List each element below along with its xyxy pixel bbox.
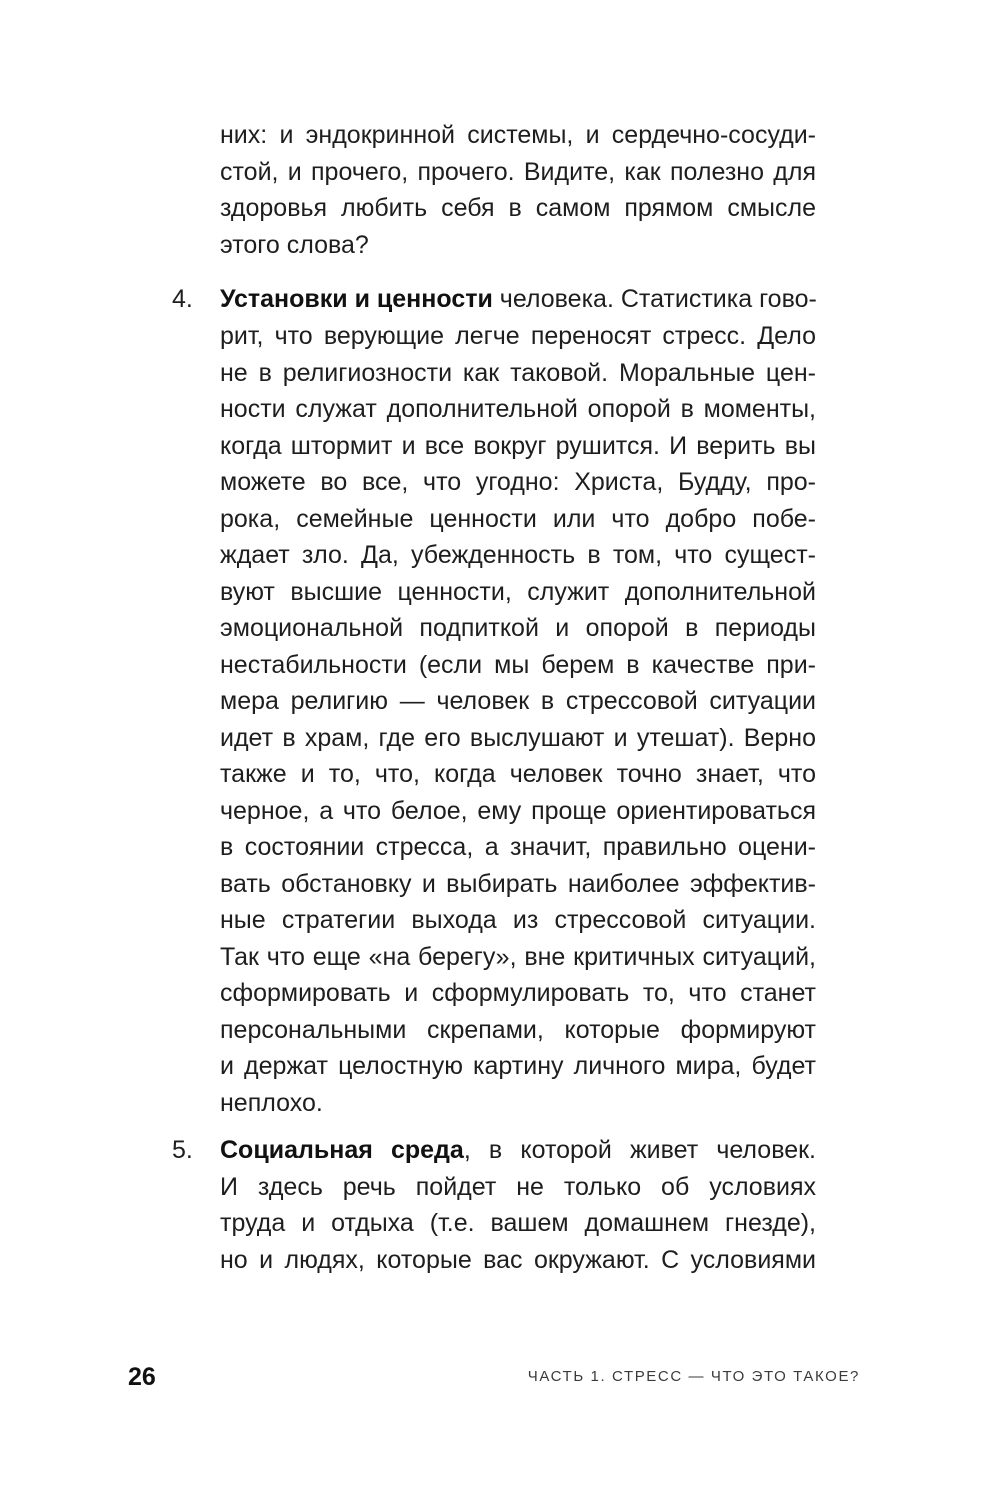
text-line: них: и эндокринной системы, и сердечно-сосуди- [220,121,816,149]
text-line: персональными скрепами, которые формируют [220,1016,816,1044]
running-head: ЧАСТЬ 1. СТРЕСС — ЧТО ЭТО ТАКОЕ? [527,1368,860,1385]
text-line: сформировать и сформулировать то, что станет [220,979,816,1007]
page-number: 26 [128,1363,156,1391]
text-line: в состоянии стресса, а значит, правильно оцени- [220,833,816,861]
text-line: но и людях, которые вас окружают. С условиями [220,1246,816,1274]
text-line: рит, что верующие легче переносят стресс. Дело [220,322,816,350]
text-line: идет в храм, где его выслушают и утешат). Верно [220,724,816,752]
text-span: человека. Статистика гово- [492,285,817,313]
text-line [220,1132,816,1168]
text-line: когда штормит и все вокруг рушится. И верить вы [220,432,816,460]
text-line: И здесь речь пойдет не только об условиях [220,1173,816,1201]
text-line: ные стратегии выхода из стрессовой ситуации. [220,906,816,934]
text-line: также и то, что, когда человек точно знает, что [220,760,816,788]
text-span: , в которой живет человек. [463,1136,816,1164]
text-line: труда и отдыха (т.е. вашем домашнем гнезде), [220,1209,816,1237]
text-line: и держат целостную картину личного мира, будет [220,1052,816,1080]
text-line [220,281,816,317]
text-line: вуют высшие ценности, служит дополнительной [220,578,816,606]
text-line: Так что еще «на берегу», вне критичных ситуаций, [220,943,816,971]
text-line: ждает зло. Да, убежденность в том, что сущест- [220,541,816,569]
bold-term: Установки и ценности [220,285,493,313]
text-line: эмоциональной подпиткой и опорой в периоды [220,614,816,642]
text-line: мера религию — человек в стрессовой ситуации [220,687,816,715]
text-line: нестабильности (если мы берем в качестве при- [220,651,816,679]
bold-term: Социальная среда [220,1136,464,1164]
text-line: неплохо. [220,1089,323,1117]
text-line: стой, и прочего, прочего. Видите, как полезно для [220,158,816,186]
text-line: черное, а что белое, ему проще ориентироваться [220,797,816,825]
text-line: можете во все, что угодно: Христа, Будду, про- [220,468,816,496]
text-line: ности служат дополнительной опорой в моменты, [220,395,816,423]
text-line: здоровья любить себя в самом прямом смысле [220,194,816,222]
text-line: этого слова? [220,231,369,259]
text-line: рока, семейные ценности или что добро побе- [220,505,816,533]
text-line: вать обстановку и выбирать наиболее эффектив- [220,870,816,898]
text-line: не в религиозности как таковой. Моральные цен- [220,359,816,387]
list-number: 4. [172,285,193,313]
list-number: 5. [172,1136,193,1164]
